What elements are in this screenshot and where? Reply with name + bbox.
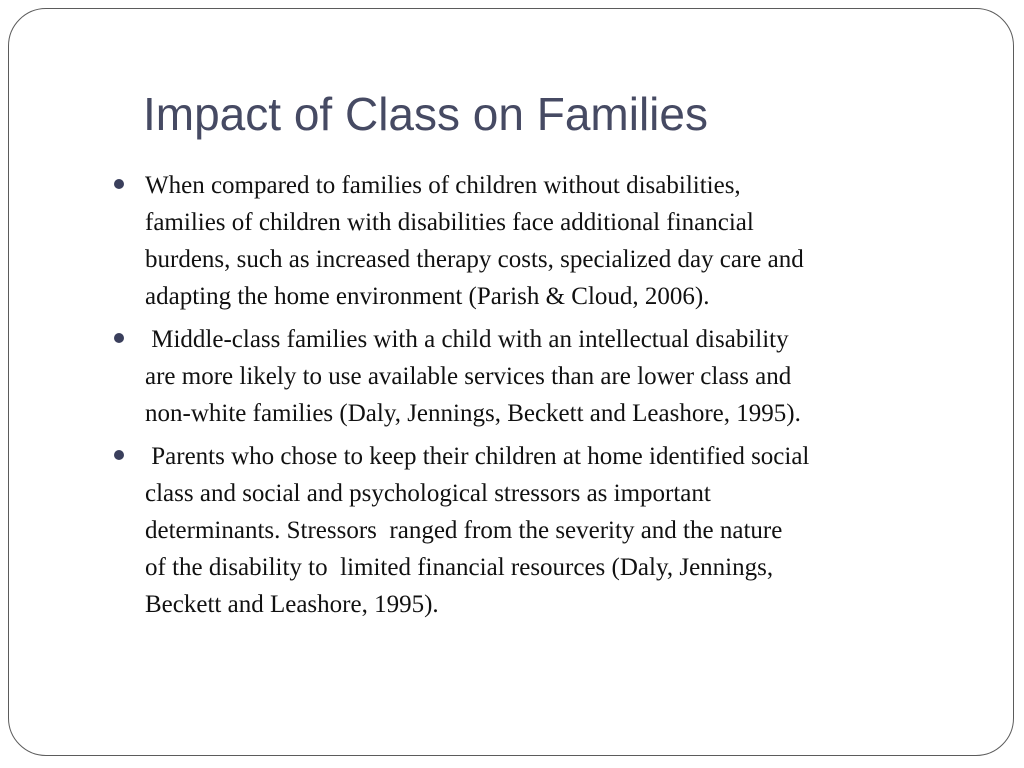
- slide-title: Impact of Class on Families: [143, 88, 708, 140]
- bullet-text-2: Middle-class families with a child with an intellectual disability are more likely to use available services than are lower class and non-white families (Daly, Jennings, Beckett and Leashore, 1995).: [145, 326, 801, 427]
- bullet-text-3: Parents who chose to keep their children at home identified social class and social and psychological stressors as important determinants. Stressors ranged from the severity and the nature of the disability to limited financial resources (Daly, Jennings, Beckett and Leashore, 1995).: [145, 443, 810, 618]
- bullet-item-3: [112, 438, 972, 623]
- bullet-dot-icon: [114, 333, 124, 343]
- bullet-item-1: [112, 167, 972, 315]
- bullet-item-2: [112, 321, 972, 432]
- bullet-list: [112, 167, 972, 629]
- bullet-dot-icon: [114, 450, 124, 460]
- bullet-dot-icon: [114, 179, 124, 189]
- bullet-text-1: When compared to families of children without disabilities, families of children with disabilities face additional financial burdens, such as increased therapy costs, specialized day care and adapting the home environment (Parish & Cloud, 2006).: [145, 172, 804, 310]
